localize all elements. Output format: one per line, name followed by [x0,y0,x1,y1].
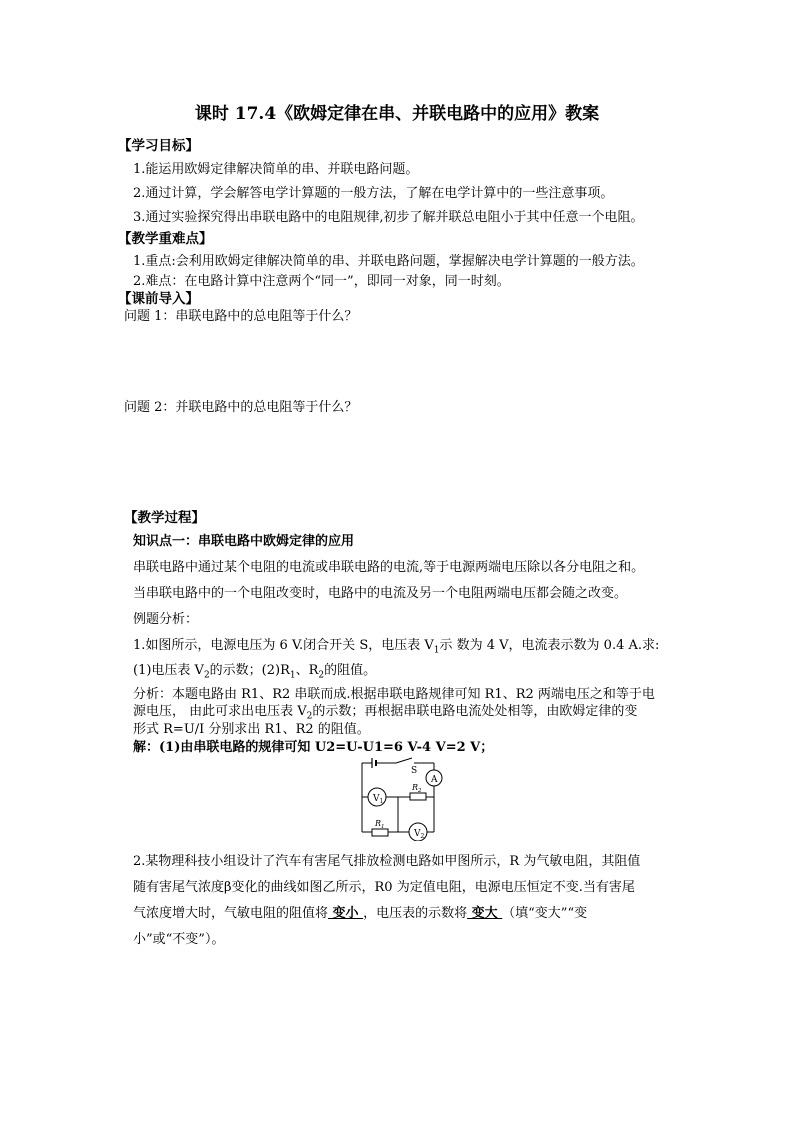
goal-item: 3.通过实验探究得出串联电路中的电阻规律,初步了解并联总电阻小于其中任意一个电阻。 [133,210,644,225]
voltmeter-1-symbol: $V_1$ [373,794,384,805]
answer-blank-1: 变小 [328,906,364,921]
voltmeter-2-symbol: $V_2$ [414,829,425,840]
example-2-line: 2.某物理科技小组设计了汽车有害尾气排放检测电路如甲图所示，R 为气敏电阻，其阻值 [133,854,641,869]
page-title: 课时 17.4《欧姆定律在串、并联电路中的应用》教案 [194,104,600,124]
paragraph: 当串联电路中的一个电阻改变时，电路中的电流及另一个电阻两端电压都会随之改变。 [133,586,628,601]
circuit-diagram [350,755,460,841]
process-heading: 【教学过程】 [124,510,205,526]
ammeter-symbol: A [431,775,438,785]
keypoint-item: 1.重点:会利用欧姆定律解决简单的串、并联电路问题，掌握解决电学计算题的一般方法。 [133,254,644,269]
example-1-subquestions: (1)电压表 $V_2$的示数；$(2)R_1$、$R_2$的阻值。 [133,663,377,681]
analysis-line: 分析：本题电路由 R1、R2 串联而成.根据串联电路规律可知 R1、R2 两端电压之和等于电 [133,687,655,702]
knowledge-point-1: 知识点一：串联电路中欧姆定律的应用 [133,534,355,549]
analysis-line: 形式 R=U/I 分别求出 R1、R2 的阻值。 [133,722,370,737]
goals-heading: 【学习目标】 [118,138,199,154]
goal-item: 2.通过计算，学会解答电学计算题的一般方法，了解在电学计算中的一些注意事项。 [133,186,614,201]
example-1-question: 1.如图所示，电源电压为 6 V.闭合开关 S，电压表 $V_1$示 数为 4 V，电流表示数为 0.4 A.求: [133,638,660,656]
paragraph: 串联电路中通过某个电阻的电流或串联电路的电流,等于电源两端电压除以各分电阻之和。 [133,560,645,575]
example-2-line: 气浓度增大时，气敏电阻的阻值将 变小 ，电压表的示数将 变大 （填“变大”“变 [133,906,588,921]
intro-heading: 【课前导入】 [118,291,199,307]
example-2-line: 随有害尾气浓度β变化的曲线如图乙所示，R0 为定值电阻，电源电压恒定不变.当有害尾 [133,880,635,895]
resistor-r1-label: $R_1$ [375,819,385,830]
intro-question-1: 问题 1：串联电路中的总电阻等于什么？ [124,309,358,324]
intro-question-2: 问题 2：并联电路中的总电阻等于什么？ [124,400,358,415]
answer-blank-2: 变大 [467,906,503,921]
example-label: 例题分析： [133,612,199,627]
goal-item: 1.能运用欧姆定律解决简单的串、并联电路问题。 [133,162,419,177]
keypoints-heading: 【教学重难点】 [118,231,213,247]
resistor-r2-label: $R_2$ [412,783,422,794]
solution-line: 解：(1)由串联电路的规律可知 U2=U-U1=6 V-4 V=2 V； [133,740,494,755]
example-2-line: 小”或“不变”）。 [133,932,225,947]
switch-label: S [411,766,418,776]
keypoint-item: 2.难点：在电路计算中注意两个“同一”，即同一对象，同一时刻。 [133,274,510,289]
analysis-line: 源电压， 由此可求出电压表 $V_2$的示数；再根据串联电路电流处处相等，由欧姆定律的变 [133,704,638,722]
